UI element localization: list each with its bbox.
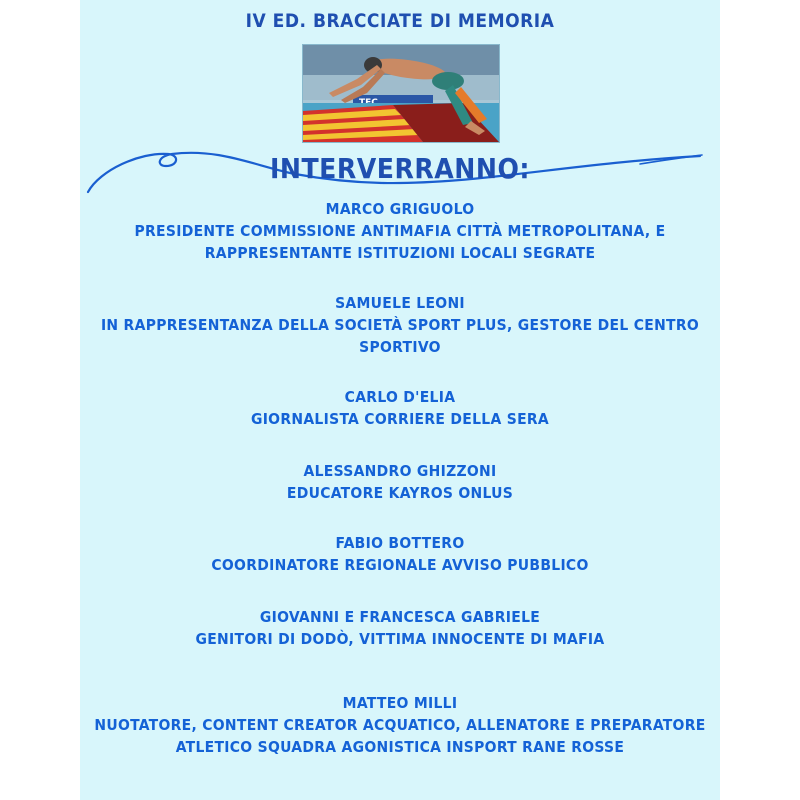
speaker-role: PRESIDENTE COMMISSIONE ANTIMAFIA CITTÀ METROPOLITANA, E RAPPRESENTANTE ISTITUZIONI LOCALI SEGRATE [134,222,666,262]
speaker-role: GIORNALISTA CORRIERE DELLA SERA [250,410,550,428]
speaker-block [80,460,720,504]
speaker-name: ALESSANDRO GHIZZONI [303,462,497,480]
speaker-block [80,532,720,576]
speaker-name: CARLO D'ELIA [344,388,456,406]
speaker-block [80,292,720,358]
speaker-block [80,606,720,650]
speaker-block [80,198,720,264]
swimmer-diving-photo-icon [303,45,499,142]
speaker-role: COORDINATORE REGIONALE AVVISO PUBBLICO [211,556,589,574]
poster [80,0,720,800]
speaker-role: IN RAPPRESENTANZA DELLA SOCIETÀ SPORT PLUS, GESTORE DEL CENTRO SPORTIVO [100,316,700,356]
swimmer-photo [302,44,500,143]
speaker-role: GENITORI DI DODÒ, VITTIMA INNOCENTE DI MAFIA [195,630,605,648]
speaker-block [80,386,720,430]
speaker-role: EDUCATORE KAYROS ONLUS [286,484,514,502]
speaker-name: GIOVANNI E FRANCESCA GABRIELE [259,608,541,626]
speaker-name: SAMUELE LEONI [335,294,465,312]
speaker-name: MARCO GRIGUOLO [325,200,475,218]
speaker-name: MATTEO MILLI [342,694,458,712]
speaker-block [80,692,720,758]
section-heading: INTERVERRANNO: [270,152,530,185]
speaker-name: FABIO BOTTERO [335,534,465,552]
speaker-role: NUOTATORE, CONTENT CREATOR ACQUATICO, ALLENATORE E PREPARATORE ATLETICO SQUADRA AGONISTICA INSPORT RANE ROSSE [94,716,706,756]
event-title: IV ED. BRACCIATE DI MEMORIA [245,10,555,32]
